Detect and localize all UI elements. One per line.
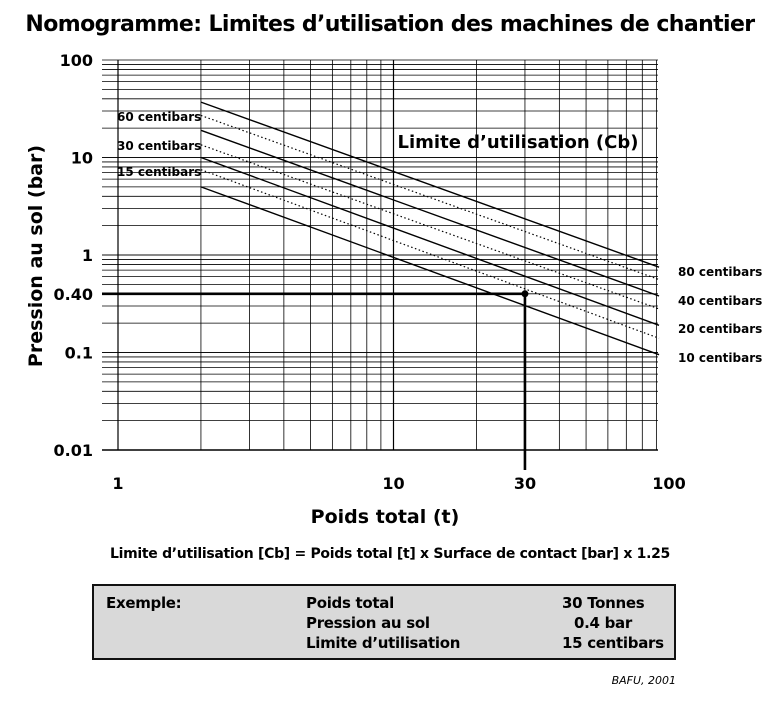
formula-text: Limite d’utilisation [Cb] = Poids total [t] x Surface de contact [bar] x 1.25 (110, 546, 670, 562)
series-label: 15 centibars (117, 165, 202, 179)
example-value: 15 centibars (562, 634, 664, 652)
example-value: 0.4 bar (574, 614, 632, 632)
y-tick-label: 10 (70, 148, 93, 168)
x-tick-label: 1 (112, 474, 124, 493)
x-axis-label: Poids total (t) (310, 506, 460, 528)
x-tick-label: 10 (382, 474, 405, 493)
example-value: 30 Tonnes (562, 594, 645, 612)
example-box (92, 584, 676, 660)
y-tick-label: 1 (81, 246, 93, 265)
x-tick-label: 100 (652, 474, 686, 493)
series-line (201, 170, 659, 339)
series-label: 40 centibars (678, 294, 763, 308)
source-credit: BAFU, 2001 (611, 674, 676, 687)
example-row (94, 594, 674, 614)
example-row (94, 634, 674, 654)
y-tick-label: 0.01 (53, 441, 93, 460)
series-label: 60 centibars (117, 110, 202, 124)
example-row (94, 614, 674, 634)
series-line (201, 158, 659, 326)
example-point (521, 290, 528, 297)
example-key: Limite d’utilisation (306, 634, 461, 652)
chart-title: Nomogramme: Limites d’utilisation des machines de chantier (25, 12, 755, 37)
series-label: 80 centibars (678, 265, 763, 279)
series-label: 30 centibars (117, 139, 202, 153)
x-tick-label: 30 (513, 474, 537, 493)
annotation-label: Limite d’utilisation (Cb) (397, 132, 639, 153)
series-line (201, 102, 659, 267)
example-key: Pression au sol (306, 614, 430, 632)
example-key: Poids total (306, 594, 394, 612)
series-label: 10 centibars (678, 351, 763, 365)
y-tick-label: 0.1 (64, 343, 93, 363)
example-lines (102, 290, 528, 470)
y-tick-label: 0.40 (53, 284, 93, 304)
y-axis-label: Pression au sol (bar) (25, 144, 47, 368)
y-tick-label: 100 (59, 51, 93, 70)
series-label: 20 centibars (678, 322, 763, 336)
example-label: Exemple: (106, 594, 182, 612)
